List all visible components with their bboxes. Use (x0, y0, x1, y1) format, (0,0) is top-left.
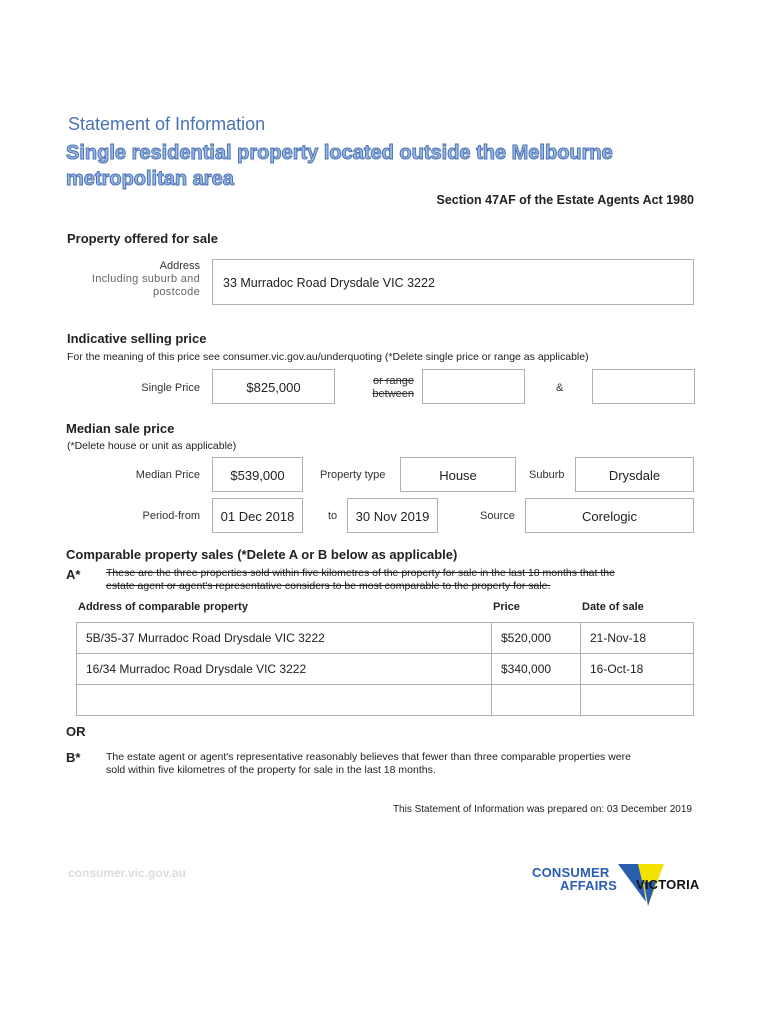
address-value: 33 Murradoc Road Drysdale VIC 3222 (223, 276, 435, 290)
comparable-table (76, 622, 694, 716)
table-row (77, 623, 694, 654)
range-low-field[interactable] (422, 369, 525, 404)
footer-url[interactable]: consumer.vic.gov.au (68, 866, 186, 880)
logo-text-victoria: VICTORIA (636, 877, 700, 892)
indicative-note: For the meaning of this price see consumer.vic.gov.au/underquoting (*Delete single price or range as applicable) (67, 351, 589, 363)
to-label: to (328, 510, 338, 522)
comparable-heading: Comparable property sales (*Delete A or B below as applicable) (66, 547, 458, 562)
option-a-text-1: These are the three properties sold within five kilometres of the property for sale in the last 18 months that the (106, 567, 615, 579)
suburb-value: Drysdale (608, 468, 661, 483)
address-cell[interactable]: 16/34 Murradoc Road Drysdale VIC 3222 (77, 654, 492, 685)
single-price-field[interactable] (212, 369, 335, 404)
period-to-field[interactable] (347, 498, 438, 533)
option-a-text-2: estate agent or agent's representative considers to be most comparable to the property for sale. (106, 580, 551, 592)
median-heading: Median sale price (66, 421, 175, 436)
suburb-label: Suburb (529, 469, 565, 481)
col-header-date: Date of sale (582, 601, 644, 613)
price-cell[interactable] (492, 685, 581, 716)
single-price-label: Single Price (141, 382, 200, 394)
option-b-marker: B* (66, 750, 81, 765)
main-title: Single residential property located outside the Melbourne metropolitan area (66, 142, 613, 190)
or-label: OR (66, 724, 86, 739)
period-from-value: 01 Dec 2018 (220, 509, 295, 524)
col-header-address: Address of comparable property (78, 601, 248, 613)
or-range-label-1: or range (373, 375, 414, 387)
consumer-affairs-victoria-logo (530, 862, 700, 910)
option-a-marker: A* (66, 567, 81, 582)
logo-text-consumer: CONSUMER (532, 865, 610, 880)
option-b-text-1: The estate agent or agent's representative reasonably believes that fewer than three comparable properties were (106, 751, 631, 763)
source-field[interactable] (525, 498, 694, 533)
address-cell[interactable]: 5B/35-37 Murradoc Road Drysdale VIC 3222 (77, 623, 492, 654)
logo-text-affairs: AFFAIRS (560, 878, 618, 893)
prepared-date: This Statement of Information was prepared on: 03 December 2019 (392, 804, 692, 815)
col-header-price: Price (493, 601, 520, 613)
property-type-field[interactable] (400, 457, 516, 492)
median-price-value: $539,000 (230, 468, 285, 483)
single-price-value: $825,000 (246, 380, 301, 395)
table-row (77, 685, 694, 716)
range-high-field[interactable] (592, 369, 695, 404)
date-cell[interactable]: 16-Oct-18 (581, 654, 694, 685)
property-heading: Property offered for sale (67, 231, 218, 246)
address-sublabel-2: postcode (152, 286, 200, 298)
date-cell[interactable]: 21-Nov-18 (581, 623, 694, 654)
address-cell[interactable] (77, 685, 492, 716)
price-cell[interactable]: $520,000 (492, 623, 581, 654)
address-field[interactable] (212, 259, 694, 305)
table-row (77, 654, 694, 685)
period-to-value: 30 Nov 2019 (355, 509, 430, 524)
address-label: Address (159, 260, 200, 272)
source-value: Corelogic (582, 509, 637, 524)
or-range-label-2: between (372, 388, 414, 400)
address-sublabel-1: Including suburb and (91, 273, 200, 285)
indicative-heading: Indicative selling price (67, 331, 207, 346)
property-type-label: Property type (320, 469, 386, 481)
property-type-value: House (439, 468, 477, 483)
median-price-label: Median Price (135, 469, 200, 481)
median-note: (*Delete house or unit as applicable) (67, 440, 237, 452)
period-from-field[interactable] (212, 498, 303, 533)
period-from-label: Period-from (142, 510, 200, 522)
section-reference: Section 47AF of the Estate Agents Act 1980 (436, 193, 694, 207)
median-price-field[interactable] (212, 457, 303, 492)
suburb-field[interactable] (575, 457, 694, 492)
date-cell[interactable] (581, 685, 694, 716)
statement-title: Statement of Information (68, 114, 266, 134)
option-b-text-2: sold within five kilometres of the property for sale in the last 18 months. (106, 764, 436, 776)
source-label: Source (480, 510, 515, 522)
ampersand: & (556, 382, 564, 394)
price-cell[interactable]: $340,000 (492, 654, 581, 685)
